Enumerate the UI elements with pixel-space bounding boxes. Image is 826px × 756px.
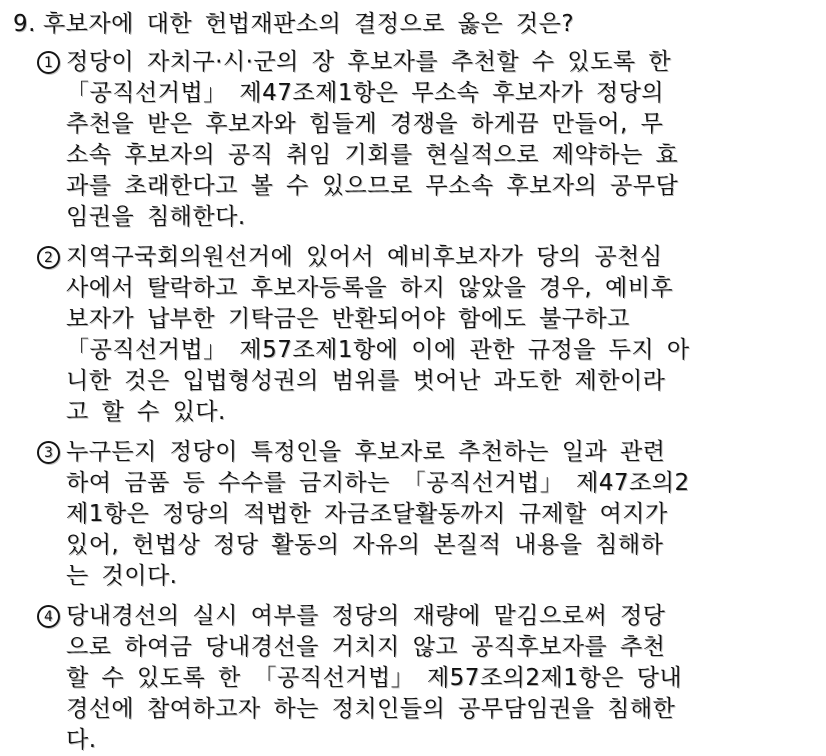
- option-text-line: 경선에 참여하고자 하는 정치인들의 공무담임권을 침해한: [66, 696, 676, 722]
- option-text-line: 할 수 있도록 한 「공직선거법」 제57조의2제1항은 당내: [66, 665, 683, 691]
- option-number-circle: [37, 605, 60, 628]
- option-text-line: 「공직선거법」 제57조제1항에 이에 관한 규정을 두지 아: [66, 337, 690, 363]
- option-text-line: 하여 금품 등 수수를 금지하는 「공직선거법」 제47조의2: [66, 470, 690, 496]
- option-text-line: 고 할 수 있다.: [66, 399, 226, 425]
- question-text: 후보자에 대한 헌법재판소의 결정으로 옳은 것은?: [42, 11, 575, 37]
- option-text-line: 추천을 받은 후보자와 힘들게 경쟁을 하게끔 만들어, 무: [66, 111, 664, 137]
- option-text-line: 으로 하여금 당내경선을 거치지 않고 공직후보자를 추천: [66, 634, 666, 660]
- question-block: [13, 9, 802, 40]
- options-list: [13, 47, 802, 756]
- option-text-line: 지역구국회의원선거에 있어서 예비후보자가 당의 공천심: [66, 244, 663, 270]
- option-text-line: 보자가 납부한 기탁금은 반환되어야 함에도 불구하고: [66, 306, 630, 332]
- option-text-line: 니한 것은 입법형성권의 범위를 벗어난 과도한 제한이라: [66, 368, 666, 394]
- option-number: 2: [44, 249, 53, 266]
- option-text-line: 는 것이다.: [66, 563, 178, 589]
- option-text-line: 누구든지 정당이 특정인을 후보자로 추천하는 일과 관련: [66, 439, 666, 465]
- option-number: 4: [44, 608, 53, 625]
- option-text-line: 소속 후보자의 공직 취임 기회를 현실적으로 제약하는 효: [66, 142, 679, 168]
- answer-option: [13, 437, 802, 592]
- option-text: [66, 601, 682, 756]
- answer-option: [13, 601, 802, 756]
- option-number: 1: [44, 54, 53, 71]
- option-text-line: 당내경선의 실시 여부를 정당의 재량에 맡김으로써 정당: [66, 603, 666, 629]
- question-number: 9.: [13, 11, 36, 37]
- option-number-circle: [37, 51, 60, 74]
- option-text: [66, 242, 690, 428]
- option-number: 3: [44, 444, 53, 461]
- option-text: [66, 47, 678, 233]
- option-text: [66, 437, 690, 592]
- option-text-line: 과를 초래한다고 볼 수 있으므로 무소속 후보자의 공무담: [66, 173, 679, 199]
- option-number-circle: [37, 441, 60, 464]
- option-text-line: 사에서 탈락하고 후보자등록을 하지 않았을 경우, 예비후: [66, 275, 674, 301]
- option-text-line: 「공직선거법」 제47조제1항은 무소속 후보자가 정당의: [66, 80, 665, 106]
- option-text-line: 있어, 헌법상 정당 활동의 자유의 본질적 내용을 침해하: [66, 532, 664, 558]
- answer-option: [13, 242, 802, 428]
- option-text-line: 정당이 자치구·시·군의 장 후보자를 추천할 수 있도록 한: [66, 49, 672, 75]
- answer-option: [13, 47, 802, 233]
- option-text-line: 임권을 침해한다.: [66, 204, 246, 230]
- option-text-line: 다.: [66, 727, 97, 753]
- option-text-line: 제1항은 정당의 적법한 자금조달활동까지 규제할 여지가: [66, 501, 668, 527]
- option-number-circle: [37, 246, 60, 269]
